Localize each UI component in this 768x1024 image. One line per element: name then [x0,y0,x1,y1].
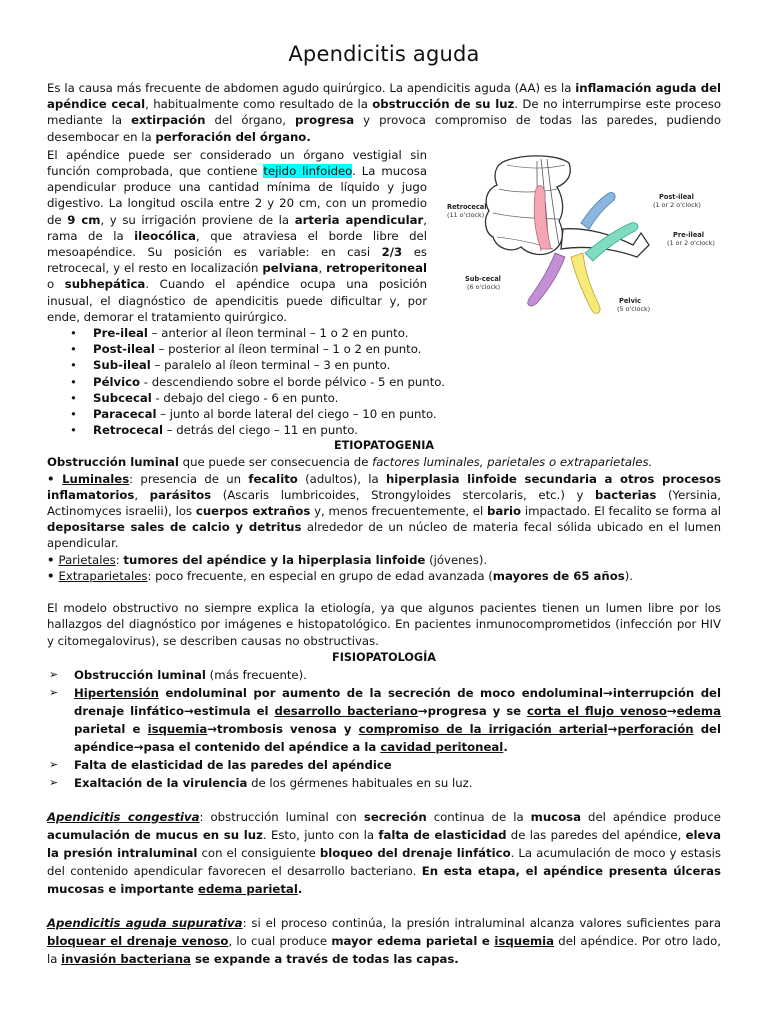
text-run: . La mucosa apendicular produce una cantidad mínima de líquido y jugo digestivo. La longitud oscila entre 2 y 20 cm, con un promedio de [47,164,427,227]
text-run: del órgano, [205,113,296,128]
text-run: ileocólica [134,228,196,243]
text-run: (más frecuente). [205,667,307,682]
text-run: tumores del apéndice y la hiperplasia linfoide [123,552,426,567]
text-run: secreción [363,809,427,824]
text-run: eleva la presión intraluminal [47,827,721,860]
text-run: isquemia [147,721,208,736]
text-run: →progresa y se [417,703,528,718]
position-item [47,390,721,406]
text-run: El apéndice puede ser considerado un órgano vestigial sin función comprobada, que contiene [47,147,427,179]
position-desc: - debajo del ciego - 6 en punto. [151,390,339,405]
position-name: Subcecal [93,390,152,405]
text-run: 2/3 [381,245,403,260]
text-run: alrededor de un núcleo de materia fecal sólida ubicado en el lumen apendicular. [47,520,721,551]
text-run: , rama de la [47,212,428,243]
text-run: • [47,568,59,583]
text-run: bario [487,504,522,519]
text-run: , [134,487,150,502]
text-run: . [503,739,508,754]
text-run: depositarse sales de calcio y detritus [47,520,302,535]
fisiopatologia-item [47,774,721,792]
text-run: → [666,703,677,718]
position-desc: - descendiendo sobre el borde pélvico - 5 en punto. [140,374,445,389]
text-run: factores luminales, parietales o extraparietales. [372,455,653,470]
fisiopatologia-heading: FISIOPATOLOGÍA [332,650,436,664]
text-run: bloquear el drenaje venoso [47,933,229,948]
position-name: Sub-ileal [93,358,151,373]
text-run: parásitos [149,487,212,502]
etiopatogenia-intro [47,454,721,470]
label-preileal: Pre-ileal [673,230,704,239]
text-run: hiperplasia linfoide secundaria a otros procesos inflamatorios [47,471,721,502]
text-run: de las paredes del apéndice, [506,827,686,842]
text-run: que puede ser consecuencia de [178,455,373,470]
text-run: Apendicitis congestiva [47,809,200,824]
page-title: Apendicitis aguda [288,42,480,66]
text-run: edema [676,703,721,718]
text-run: perforación [617,721,694,736]
appendix-position-list [47,325,721,438]
appendix-positions-diagram [437,153,721,327]
text-run: cuerpos extraños [195,504,311,519]
text-run: : obstrucción luminal con [199,809,364,824]
text-run: mayor edema parietal e [331,933,495,948]
text-run: del apéndice→pasa el contenido del apéndice a la [74,721,721,754]
text-run: es retrocecal, y el resto en localización [47,245,427,276]
text-run: tejido linfoideo [263,164,353,179]
text-run: impactado. El fecalito se forma al [521,504,721,519]
position-desc: – junto al borde lateral del ciego – 10 en punto. [156,407,437,422]
document-page [47,38,721,968]
text-run: cavidad peritoneal [380,739,504,754]
text-run: fecalito [248,471,298,486]
bullet-icon: • [70,358,77,373]
text-run: (jóvenes). [425,552,488,567]
modelo-obstructivo-paragraph [47,600,721,649]
text-run: mucosa [530,809,581,824]
text-run: o [47,277,65,292]
bullet-icon: • [70,390,77,405]
text-run: (Ascaris lumbricoides, Strongyloides stercolaris, etc.) y [211,487,596,502]
label-retrocecal-sub: (11 o'clock) [447,210,485,219]
text-run: obstrucción de su luz [372,97,515,112]
luminales-paragraph [47,471,721,552]
text-run: . Cuando el apéndice ocupa una posición inusual, el diagnóstico de apendicitis puede dificultar y, por ende, demorar el tratamiento quirúrgico. [47,277,427,324]
text-run: Luminales [62,471,130,486]
arrow-bullet-icon: ➢ [49,757,59,771]
position-desc: – detrás del ciego – 11 en punto. [162,423,358,438]
arrow-bullet-icon: ➢ [49,685,59,699]
text-run: • [47,552,59,567]
text-run: Exaltación de la virulencia [74,775,248,790]
appendix-positions-figure [437,153,721,327]
text-run: →trombosis venosa y [207,721,359,736]
position-name: Pélvico [93,374,141,389]
arrow-bullet-icon: ➢ [49,775,59,789]
text-run: edema parietal [198,881,298,896]
bullet-icon: • [70,342,77,357]
text-run: isquemia [494,933,555,948]
text-run: retroperitoneal [326,261,427,276]
label-subcecal-sub: (6 o'clock) [467,282,501,291]
text-run: parietal e [74,721,148,736]
supurativa-paragraph [47,914,721,968]
text-run: El modelo obstructivo no siempre explica la etiología, ya que algunos pacientes tienen un lumen libre por los hallazgos del diagnóstico por imágenes e histopatológico. En pacientes inmunocomprometidos (infección por HIV y citomegalovirus), se describen causas no obstructivas. [47,601,721,648]
fisiopatologia-item [47,684,721,756]
text-run: inflamación aguda del apéndice cecal [47,81,721,112]
label-postileal-sub: (1 or 2 o'clock) [653,200,701,209]
text-run: . De no interrumpirse este proceso mediante la [47,97,721,128]
text-run: con el consiguiente [197,845,320,860]
text-run: corta el flujo venoso [527,703,667,718]
fisiopatologia-item [47,666,721,684]
position-item [47,406,721,422]
position-name: Post-ileal [93,342,155,357]
text-run: (Yersinia, Actinomyces israelii), los [47,487,721,519]
text-run: . Esto, junto con la [262,827,379,842]
text-run: , que atraviesa el borde libre del mesoapéndice. Su posición es variable: en casi [47,228,427,260]
label-retrocecal: Retrocecal [447,202,487,211]
text-run: acumulación de mucus en su luz [47,827,263,842]
text-run: arteria apendicular [294,212,424,227]
bullet-icon: • [70,326,77,341]
text-run: , habitualmente como resultado de la [145,97,373,112]
text-run: 9 cm [67,212,101,227]
text-run: • [47,471,63,486]
cecum-shape [486,156,571,255]
text-run: Parietales [58,552,116,567]
congestiva-paragraph [47,808,721,898]
text-run: endoluminal por aumento de la secreción de moco endoluminal→interrupción del drenaje linfático→estimula el [74,685,721,718]
text-run: del apéndice produce [580,809,721,824]
position-item [47,374,721,390]
text-run: . La acumulación de moco y estasis del contenido apendicular favorecen el desarrollo bacteriano. [47,845,721,878]
text-run: Extraparietales [58,568,148,583]
label-pelvic: Pelvic [619,296,642,305]
text-run: : si el proceso continúa, la presión intraluminal alcanza valores suficientes para [242,915,721,930]
text-run: progresa [295,113,355,128]
text-run: bacterias [595,487,657,502]
text-run: falta de elasticidad [378,827,507,842]
text-run: En esta etapa, el apéndice presenta úlceras mucosas e importante [47,863,721,896]
intro-paragraph [47,80,721,145]
text-run: y, menos frecuentemente, el [310,504,488,519]
position-item [47,422,721,438]
text-run: , lo cual produce [228,933,332,948]
text-run: Hipertensión [74,685,159,700]
text-run: compromiso de la irrigación arterial [358,721,608,736]
text-run: pelviana [262,261,319,276]
text-run: invasión bacteriana [61,951,191,966]
text-run: perforación del órgano. [155,129,311,144]
position-desc: – paralelo al íleon terminal – 3 en punto. [150,358,391,373]
text-run: Es la causa más frecuente de abdomen agudo quirúrgico. La apendicitis aguda (AA) es la [47,81,576,95]
text-run: ). [624,568,634,583]
text-run: desarrollo bacteriano [274,703,418,718]
text-run: de los gérmenes habituales en su luz. [247,775,473,790]
text-run: Obstrucción luminal [47,455,179,470]
text-run: Falta de elasticidad de las paredes del apéndice [74,757,392,772]
text-run: . [297,881,303,896]
text-run: y provoca compromiso de todas las paredes, pudiendo desembocar en la [47,113,721,144]
label-subcecal: Sub-cecal [465,274,501,283]
text-run: , [318,261,327,276]
text-run: : presencia de un [129,471,249,486]
position-name: Pre-ileal [93,326,148,341]
etiopatogenia-heading: ETIOPATOGENIA [333,439,435,453]
text-run: , y su irrigación proviene de la [100,212,295,227]
position-desc: – posterior al íleon terminal – 1 o 2 en punto. [154,342,422,357]
position-item [47,357,721,373]
position-name: Paracecal [93,407,157,422]
fisiopatologia-list [47,666,721,792]
text-run: Obstrucción luminal [74,667,206,682]
text-run: se expande a través de todas las capas. [190,951,459,966]
position-item [47,325,721,341]
extraparietales-paragraph [47,568,721,584]
label-preileal-sub: (1 or 2 o'clock) [667,238,715,247]
bullet-icon: • [70,374,77,389]
position-name: Retrocecal [93,423,163,438]
text-run: subhepática [64,277,146,292]
bullet-icon: • [70,407,77,422]
bullet-icon: • [70,423,77,438]
text-run: extirpación [131,113,206,128]
position-desc: – anterior al íleon terminal – 1 o 2 en punto. [147,326,409,341]
text-run: (adultos), la [297,471,386,486]
fisiopatologia-item [47,756,721,774]
text-run: bloqueo del drenaje linfático [319,845,511,860]
text-run: → [607,721,618,736]
position-item [47,341,721,357]
label-postileal: Post-ileal [659,192,694,201]
parietales-paragraph [47,552,721,568]
arrow-bullet-icon: ➢ [49,667,59,681]
text-run: mayores de 65 años [492,568,625,583]
label-pelvic-sub: (5 o'clock) [617,304,651,313]
text-run: : [115,552,124,567]
text-run: Apendicitis aguda supurativa [47,915,243,930]
text-run: : poco frecuente, en especial en grupo de edad avanzada ( [147,568,493,583]
text-run: del apéndice. Por otro lado, la [47,933,721,966]
text-run: continua de la [426,809,531,824]
